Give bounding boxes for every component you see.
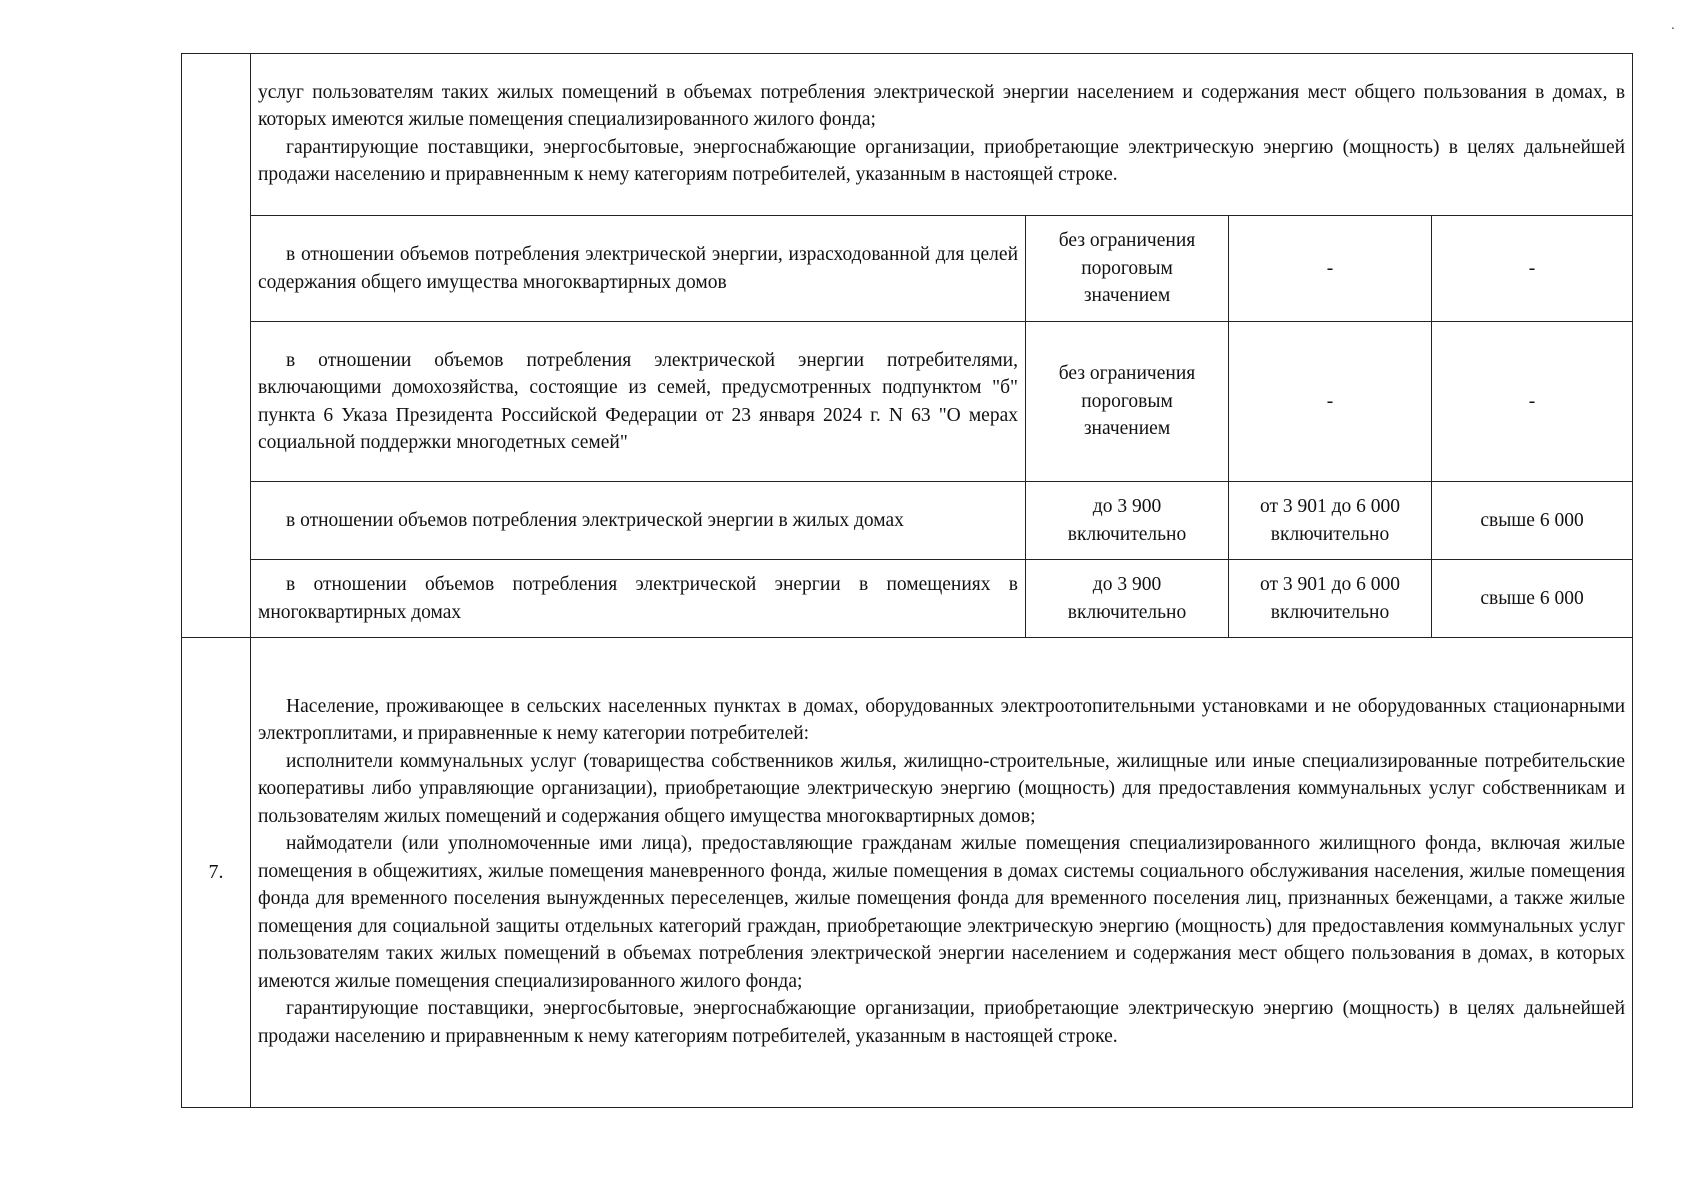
table-row <box>182 322 1633 482</box>
scan-speck: . <box>1671 18 1675 32</box>
section-paragraph: Население, проживающее в сельских населенных пунктах в домах, оборудованных электроотопительными установками и не оборудованных стационарными электроплитами, и приравненные к нему категории потребителей: <box>258 695 1626 745</box>
continued-paragraph: гарантирующие поставщики, энергосбытовые, энергоснабжающие организации, приобретающие электрическую энергию (мощность) в целях дальнейшей продажи населению и приравненным к нему категориям потребителей, указанным в настоящей строке. <box>258 136 1626 185</box>
range1-cell: до 3 900 включительно <box>1026 560 1229 638</box>
continued-paragraph: услуг пользователям таких жилых помещений в объемах потребления электрической энергии населением и содержания мест общего пользования в домах, в которых имеются жилые помещения специализированного жилого фонда; <box>258 81 1626 130</box>
range1-cell: без ограничения пороговым значением <box>1026 216 1229 322</box>
range2-cell: - <box>1229 216 1432 322</box>
section-7-text-cell <box>251 638 1633 1108</box>
row-description: в отношении объемов потребления электрической энергии, израсходованной для целей содержания общего имущества многоквартирных домов <box>251 216 1026 322</box>
section-paragraph: гарантирующие поставщики, энергосбытовые, энергоснабжающие организации, приобретающие электрическую энергию (мощность) в целях дальнейшей продажи населению и приравненным к нему категориям потребителей, указанным в настоящей строке. <box>258 998 1626 1047</box>
range2-cell: от 3 901 до 6 000 включительно <box>1229 482 1432 560</box>
range3-cell: - <box>1432 216 1633 322</box>
range3-cell: - <box>1432 322 1633 482</box>
range3-cell: свыше 6 000 <box>1432 560 1633 638</box>
table-row-continuation <box>182 54 1633 216</box>
table-row <box>182 216 1633 322</box>
row-description: в отношении объемов потребления электрической энергии в помещениях в многоквартирных домах <box>251 560 1026 638</box>
range1-cell: без ограничения пороговым значением <box>1026 322 1229 482</box>
table-row <box>182 560 1633 638</box>
section-paragraph: исполнители коммунальных услуг (товарищества собственников жилья, жилищно-строительные, жилищные или иные специализированные потребительские кооперативы либо управляющие организации), приобретающие электрическую энергию (мощность) для предоставления коммунальных услуг собственникам и пользователям жилых помещений и содержания общего имущества многоквартирных домов; <box>258 750 1626 827</box>
tariff-table <box>181 53 1633 1108</box>
row-number: 7. <box>182 638 251 1108</box>
range1-cell: до 3 900 включительно <box>1026 482 1229 560</box>
table-row-section-7 <box>182 638 1633 1108</box>
range2-cell: - <box>1229 322 1432 482</box>
continuation-text-cell <box>251 54 1633 216</box>
row-description: в отношении объемов потребления электрической энергии в жилых домах <box>251 482 1026 560</box>
row-description: в отношении объемов потребления электрической энергии потребителями, включающими домохозяйства, состоящие из семей, предусмотренных подпунктом "б" пункта 6 Указа Президента Российской Федерации от 23 января 2024 г. N 63 "О мерах социальной поддержки многодетных семей" <box>251 322 1026 482</box>
range3-cell: свыше 6 000 <box>1432 482 1633 560</box>
range2-cell: от 3 901 до 6 000 включительно <box>1229 560 1432 638</box>
section-paragraph: наймодатели (или уполномоченные ими лица), предоставляющие гражданам жилые помещения специализированного жилищного фонда, включая жилые помещения в общежитиях, жилые помещения маневренного фонда, жилые помещения в домах системы социального обслуживания населения, жилые помещения фонда для временного поселения вынужденных переселенцев, жилые помещения фонда для временного поселения лиц, признанных беженцами, а также жилые помещения для социальной защиты отдельных категорий граждан, приобретающие электрическую энергию (мощность) для предоставления коммунальных услуг пользователям таких жилых помещений в объемах потребления электрической энергии населением и содержания мест общего пользования в домах, в которых имеются жилые помещения специализированного жилого фонда; <box>258 833 1626 992</box>
table-row <box>182 482 1633 560</box>
row-number-cell-empty <box>182 54 251 638</box>
